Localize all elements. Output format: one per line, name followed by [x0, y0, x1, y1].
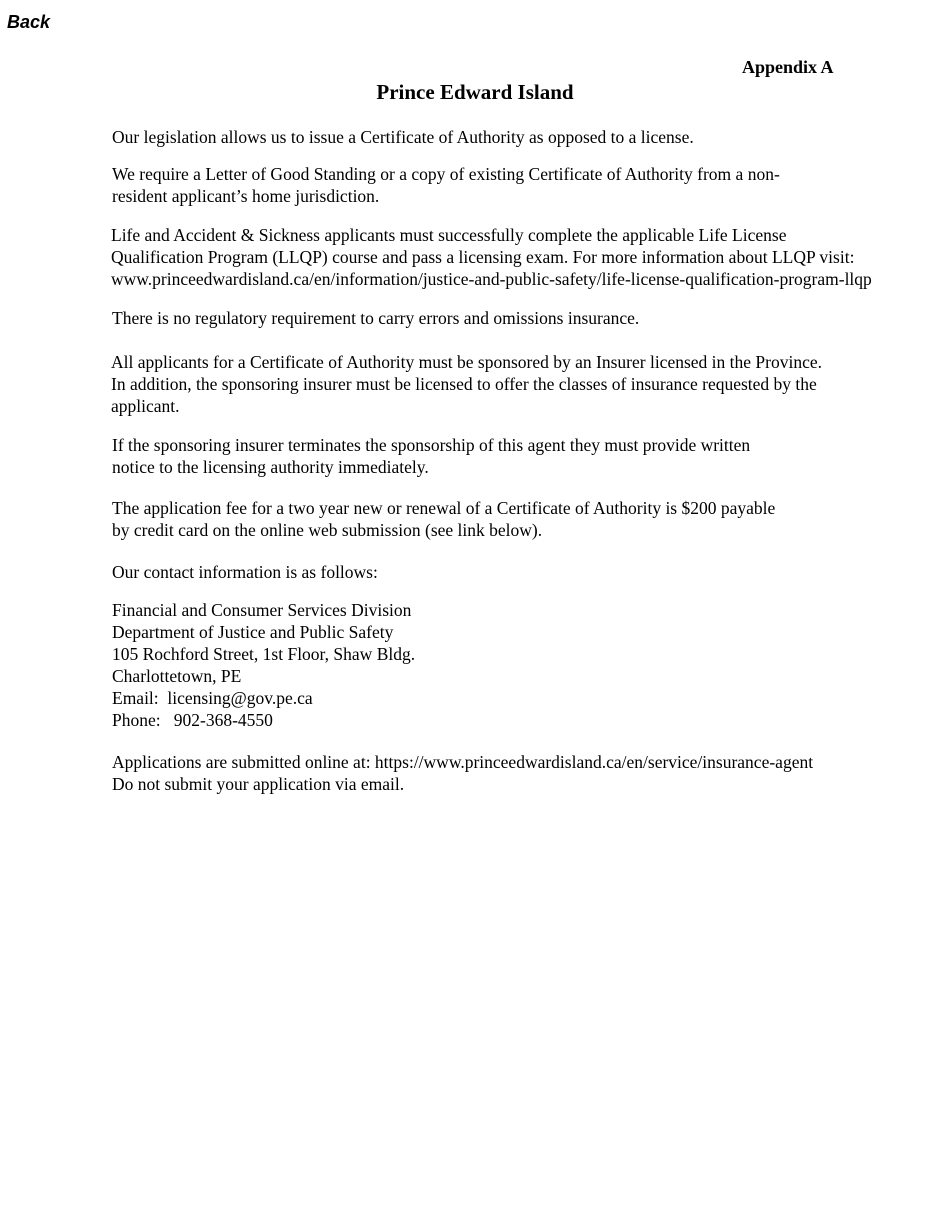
- contact-department: Department of Justice and Public Safety: [112, 622, 394, 642]
- phone-label: Phone:: [112, 710, 161, 730]
- paragraph-line: applicant.: [111, 396, 180, 416]
- paragraph-line: In addition, the sponsoring insurer must be licensed to offer the classes of insurance requested by the: [111, 374, 817, 394]
- paragraph-line: If the sponsoring insurer terminates the sponsorship of this agent they must provide written: [112, 435, 751, 455]
- sponsorship-paragraph: [111, 351, 822, 417]
- llqp-url: www.princeedwardisland.ca/en/information/justice-and-public-safety/life-license-qualification-program-llqp: [111, 269, 872, 289]
- paragraph-line: resident applicant’s home jurisdiction.: [112, 186, 380, 206]
- paragraph-line: notice to the licensing authority immediately.: [112, 457, 429, 477]
- paragraph-line: There is no regulatory requirement to carry errors and omissions insurance.: [112, 308, 640, 328]
- paragraph-line: We require a Letter of Good Standing or a copy of existing Certificate of Authority from a non-: [112, 164, 780, 184]
- back-link[interactable]: Back: [7, 12, 51, 32]
- contact-phone-row: [112, 709, 415, 731]
- paragraph-line: All applicants for a Certificate of Authority must be sponsored by an Insurer licensed in the Province.: [111, 352, 822, 372]
- appendix-label: Appendix A: [742, 57, 834, 77]
- eo-insurance-paragraph: [112, 307, 639, 329]
- contact-block: [112, 599, 415, 731]
- paragraph-line: Life and Accident & Sickness applicants must successfully complete the applicable Life License: [111, 225, 787, 245]
- fee-paragraph: [112, 497, 775, 541]
- legislation-paragraph: [112, 126, 694, 148]
- submission-paragraph: [112, 751, 813, 795]
- contact-address: 105 Rochford Street, 1st Floor, Shaw Bldg.: [112, 644, 416, 664]
- paragraph-line: by credit card on the online web submission (see link below).: [112, 520, 543, 540]
- paragraph-line: Our contact information is as follows:: [112, 562, 378, 582]
- email-label: Email:: [112, 688, 159, 708]
- paragraph-line: Qualification Program (LLQP) course and pass a licensing exam. For more information about LLQP visit:: [111, 247, 855, 267]
- contact-city: Charlottetown, PE: [112, 666, 242, 686]
- contact-phone: 902-368-4550: [173, 710, 273, 730]
- contact-email: licensing@gov.pe.ca: [167, 688, 313, 708]
- paragraph-line: The application fee for a two year new or renewal of a Certificate of Authority is $200 payable: [112, 498, 776, 518]
- termination-paragraph: [112, 434, 750, 478]
- contact-intro-paragraph: [112, 561, 378, 583]
- contact-email-row: [112, 687, 415, 709]
- llqp-paragraph: [111, 224, 872, 290]
- good-standing-paragraph: [112, 163, 780, 207]
- paragraph-line: Our legislation allows us to issue a Certificate of Authority as opposed to a license.: [112, 127, 694, 147]
- paragraph-line: Do not submit your application via email.: [112, 774, 405, 794]
- page-title: Prince Edward Island: [376, 80, 574, 104]
- submission-url-line: Applications are submitted online at: https://www.princeedwardisland.ca/en/service/insurance-agent: [112, 752, 814, 772]
- contact-division: Financial and Consumer Services Division: [112, 600, 412, 620]
